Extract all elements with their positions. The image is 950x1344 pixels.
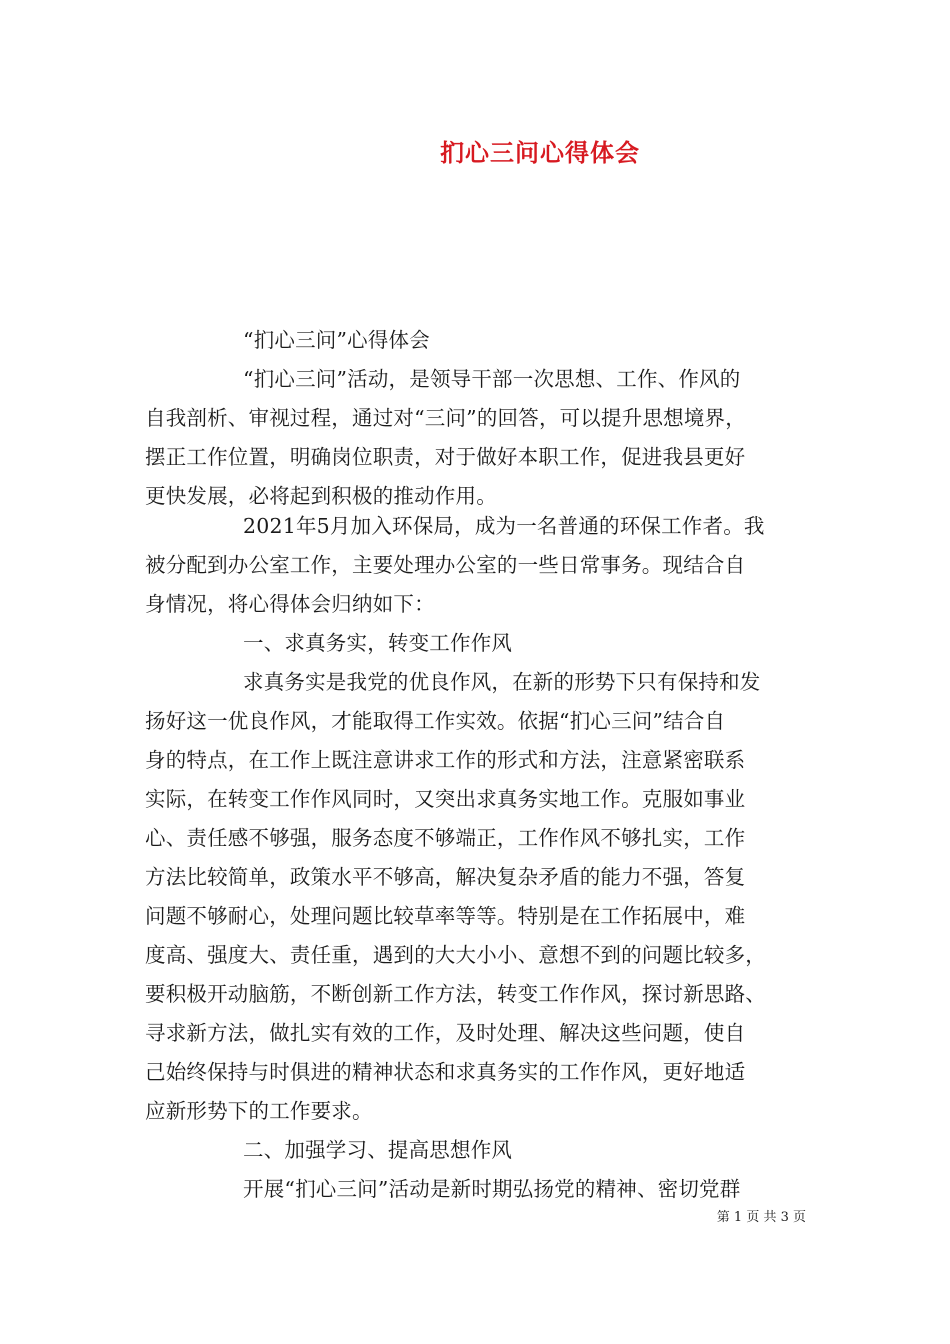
section-heading: 二、加强学习、提高思想作风 [243, 1138, 513, 1162]
text-line: 被分配到办公室工作，主要处理办公室的一些日常事务。现结合自 [145, 553, 746, 577]
text-line: 应新形势下的工作要求。 [145, 1099, 373, 1123]
text-line: 要积极开动脑筋，不断创新工作方法，转变工作作风，探讨新思路、 [145, 982, 766, 1006]
document-title: 扪心三问心得体会 [440, 138, 640, 167]
subtitle-line: “扪心三问”心得体会 [243, 328, 430, 352]
text-line: “扪心三问”活动，是领导干部一次思想、工作、作风的 [243, 367, 741, 391]
text-line: 方法比较简单，政策水平不够高，解决复杂矛盾的能力不强，答复 [145, 865, 746, 889]
text-line: 心、责任感不够强，服务态度不够端正，工作作风不够扎实，工作 [145, 826, 746, 850]
text-line: 2021年5月加入环保局，成为一名普通的环保工作者。我 [243, 514, 765, 538]
text-line: 问题不够耐心，处理问题比较草率等等。特别是在工作拓展中，难 [145, 904, 746, 928]
text-line: 度高、强度大、责任重，遇到的大大小小、意想不到的问题比较多， [145, 943, 766, 967]
text-line: 扬好这一优良作风，才能取得工作实效。依据“扪心三问”结合自 [145, 709, 726, 733]
text-line: 己始终保持与时俱进的精神状态和求真务实的工作作风，更好地适 [145, 1060, 746, 1084]
page-footer: 第 1 页 共 3 页 [716, 1210, 806, 1225]
text-line: 身的特点，在工作上既注意讲求工作的形式和方法，注意紧密联系 [145, 748, 746, 772]
text-line: 摆正工作位置，明确岗位职责，对于做好本职工作，促进我县更好 [145, 445, 746, 469]
text-line: 实际，在转变工作作风同时，又突出求真务实地工作。克服如事业 [145, 787, 746, 811]
text-line: 身情况，将心得体会归纳如下： [145, 592, 435, 616]
text-line: 更快发展，必将起到积极的推动作用。 [145, 484, 497, 508]
text-line: 开展“扪心三问”活动是新时期弘扬党的精神、密切党群 [243, 1177, 741, 1201]
text-line: 寻求新方法，做扎实有效的工作，及时处理、解决这些问题，使自 [145, 1021, 746, 1045]
text-line: 求真务实是我党的优良作风，在新的形势下只有保持和发 [243, 670, 761, 694]
section-heading: 一、求真务实，转变工作作风 [243, 631, 513, 655]
text-line: 自我剖析、审视过程，通过对“三问”的回答，可以提升思想境界， [145, 406, 746, 430]
